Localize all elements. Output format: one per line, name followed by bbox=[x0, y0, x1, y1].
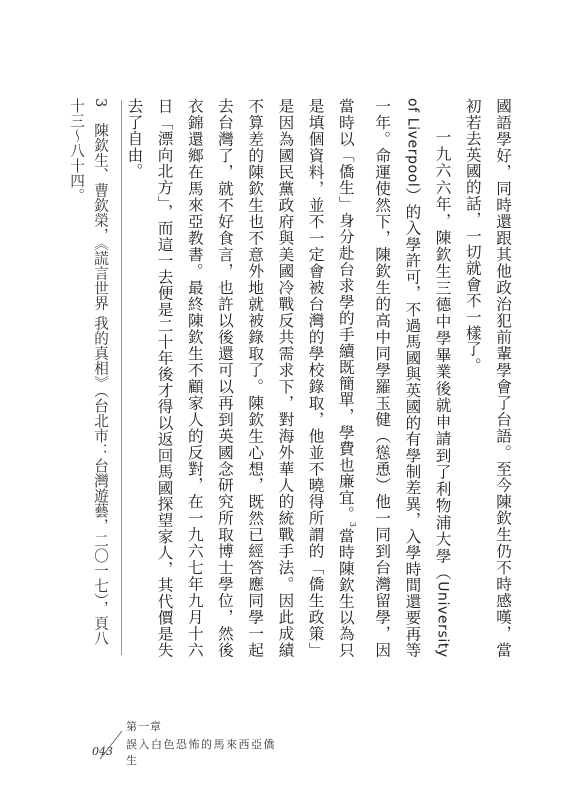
folio-slash bbox=[98, 730, 124, 760]
chapter-label: 第一章 bbox=[126, 720, 162, 733]
chapter-title: 誤入白色恐怖的馬來西亞僑生 bbox=[126, 738, 276, 767]
paragraph-2 bbox=[119, 98, 457, 658]
paragraph-1: 國語學好，同時還跟其他政治犯前輩學會了台語。至今陳欽生仍不時感嘆，當初若去英國的話，一切就會不一樣了。 bbox=[463, 98, 512, 658]
paragraph-2-part-c: 當時陳欽生以為只是填個資料，並不一定會被台灣的學校錄取，他並不曉得所謂的「僑生政策」是因為國民黨政府與美國冷戰反共需求下，對海外華人的統戰手法。因此成績不算差的陳欽生也不意外地就被錄取了。陳欽生心想，既然已經答應同學一起去台灣了，就不好食言，也許以後還可以再到英國念研究所取博士學位，然後衣錦還鄉在馬來亞教書。最終陳欽生不顧家人的反對，在一九六七年九月十六日「漂向北方」，而這一去便是二十年後才得以返回馬國探望家人，其代價是失去了自由。 bbox=[125, 98, 355, 658]
footnote-text: 陳欽生、曹欽榮，《謊言世界 我的真相》（台北市：台灣遊藝，二〇一七），頁八十三～八十四。 bbox=[68, 98, 109, 646]
page-footer bbox=[92, 718, 282, 767]
university-name: University of Liverpool bbox=[404, 98, 451, 658]
footnote-number: 3 bbox=[92, 98, 109, 108]
paragraph-2-part-b: ）的入學許可，不過馬國與英國的有學制差異，入學時間還要再等一年。命運使然下，陳欽生的高中同學羅玉健（慫恿）他一同到台灣留學，因當時以「僑生」身分赴台求學的手續既簡單，學費也廉宜。 bbox=[336, 98, 422, 658]
paragraph-2-part-a: 一九六六年，陳欽生三德中學畢業後就申請到了利物浦大學（ bbox=[433, 129, 452, 582]
page-number: 043 bbox=[92, 745, 113, 758]
footnote bbox=[68, 98, 112, 658]
footnote-divider bbox=[121, 100, 122, 655]
main-text bbox=[118, 98, 518, 658]
footnote-marker: 3 bbox=[347, 521, 357, 528]
